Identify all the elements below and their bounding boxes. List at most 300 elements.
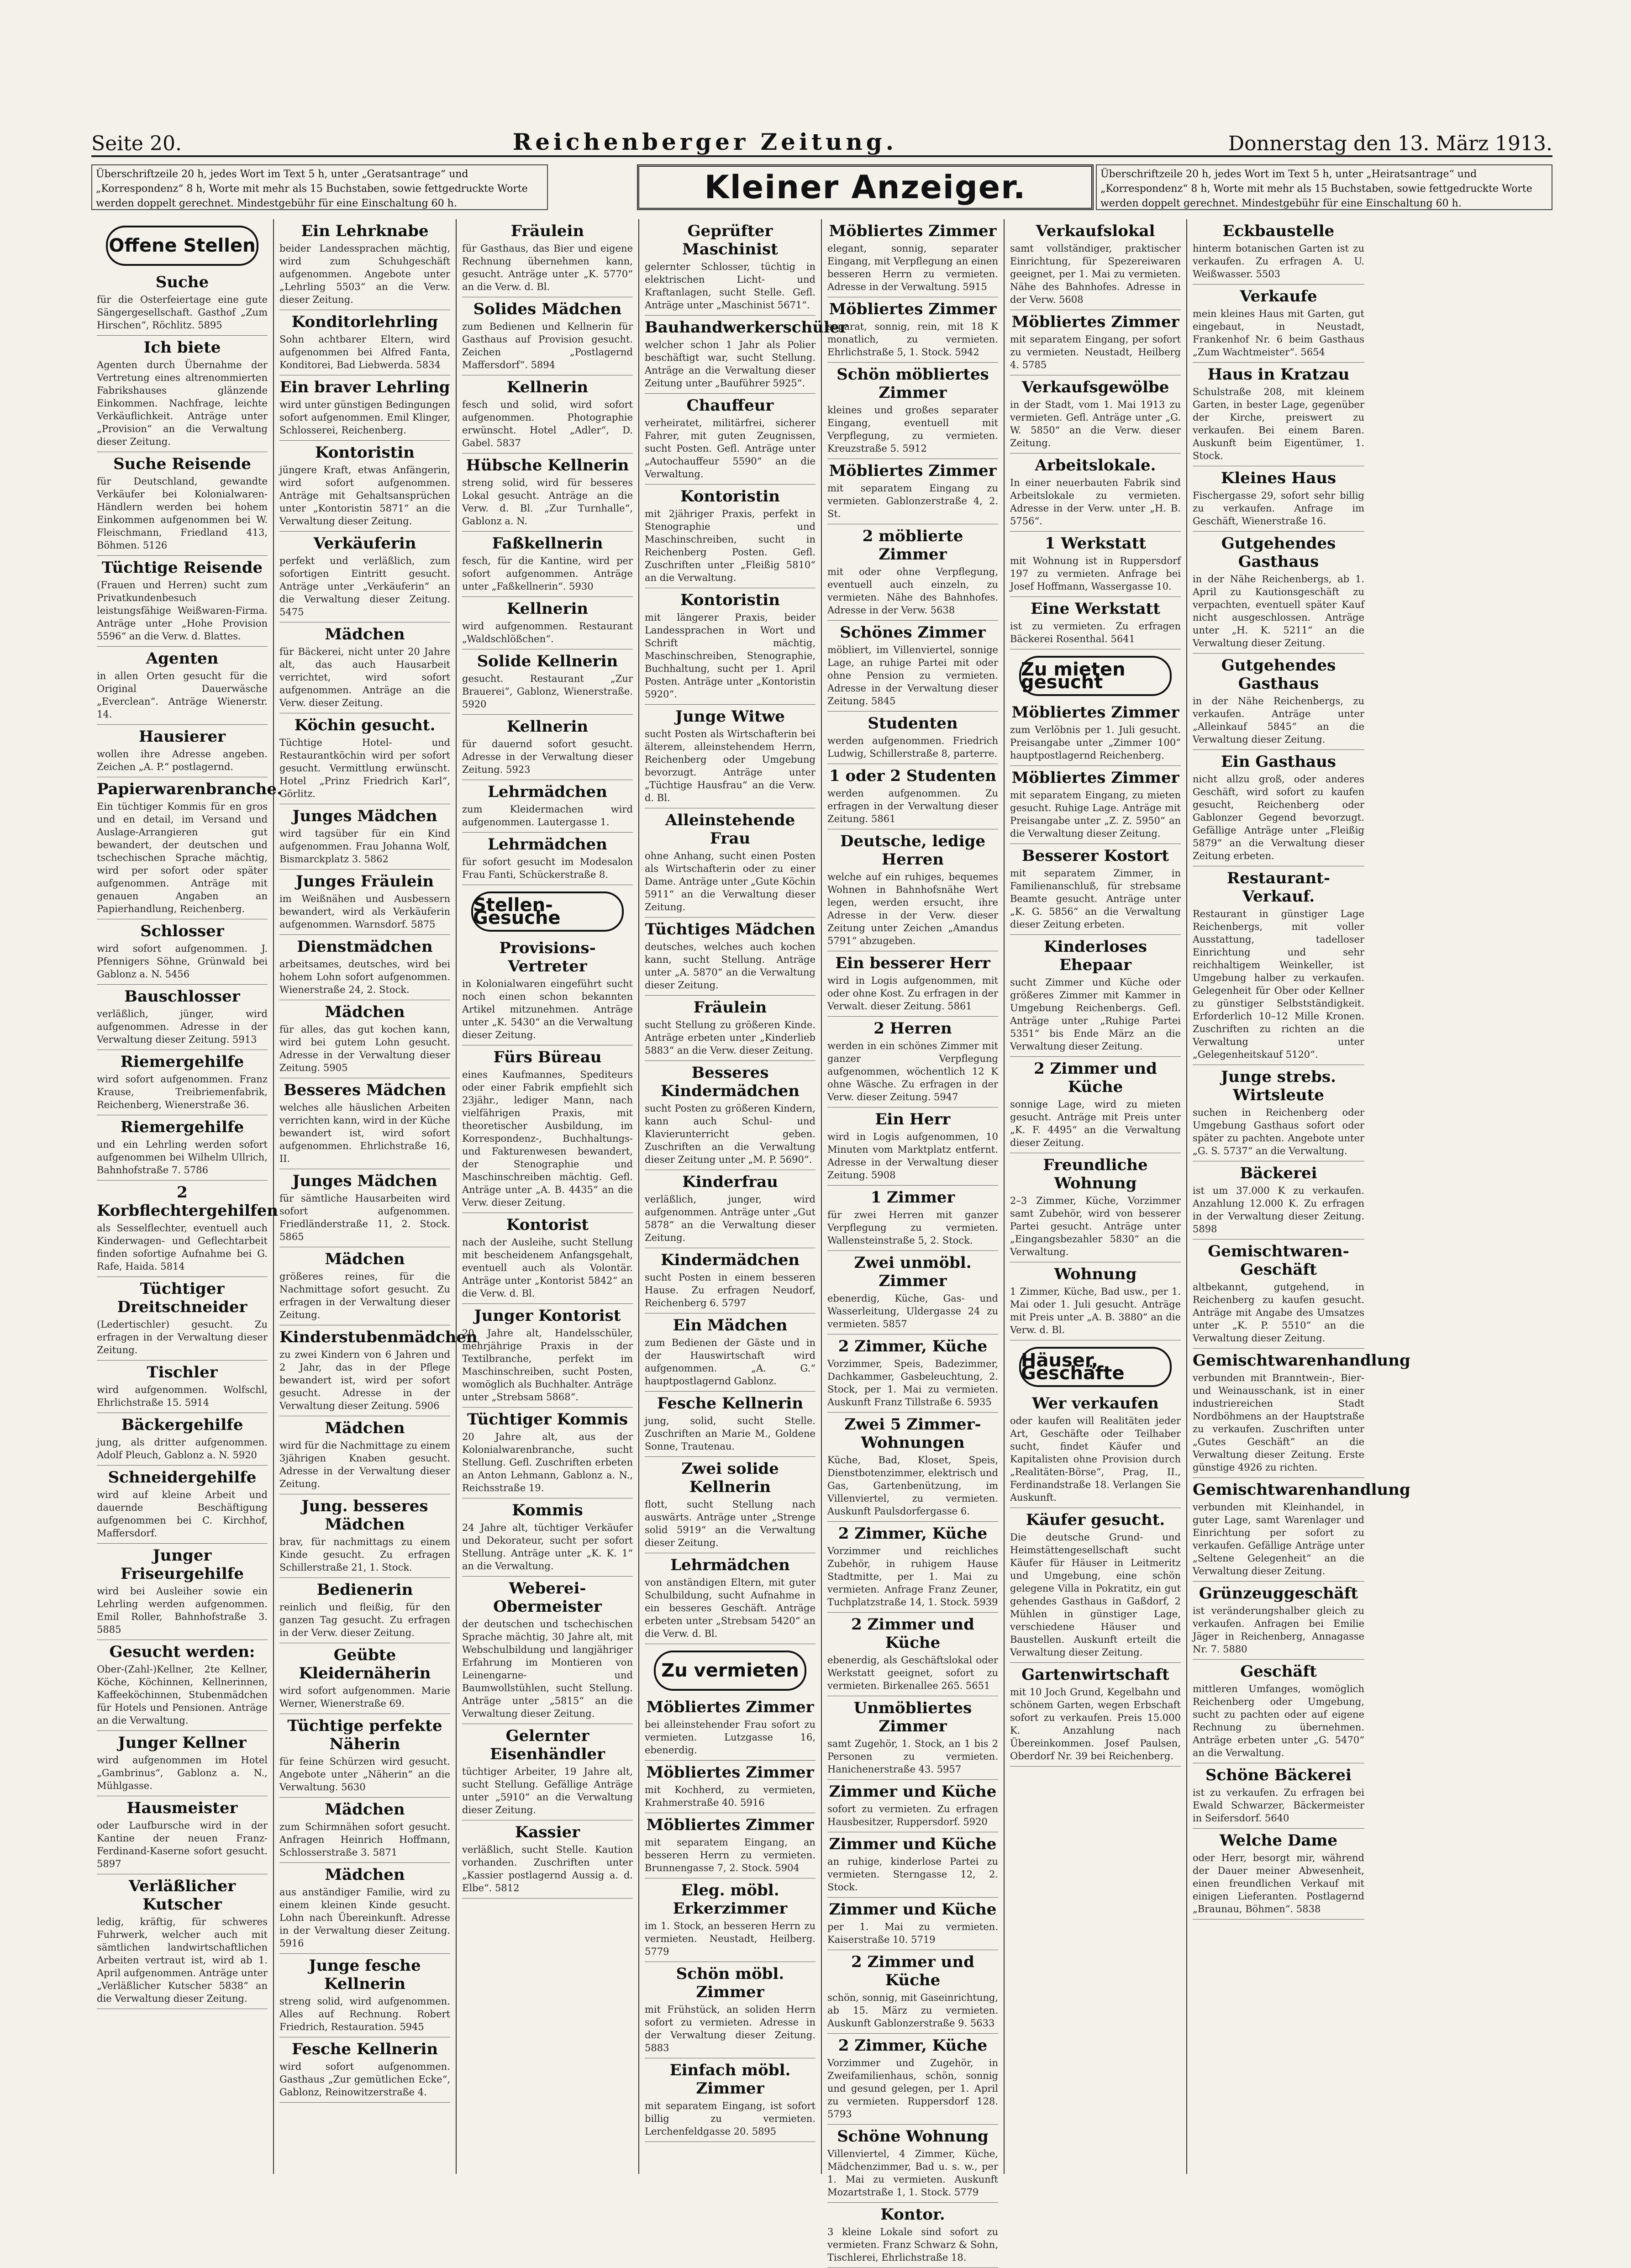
classified-ad bbox=[645, 1695, 816, 1761]
ad-body: der deutschen und tschechischen Sprache mächtig, 30 Jahre alt, mit Webschulbildung und langjähriger Erfahrung im Montieren von Leinengarne- und Baumwollstühlen, sucht Stellung. Anträge unter „5815“ an die Verwaltung dieser Zeitung. bbox=[462, 1619, 633, 1719]
ad-title: Schöne Bäckerei bbox=[1205, 1766, 1352, 1784]
ad-body: Ein tüchtiger Kommis für en gros und en detail, im Versand und Auslage-Arrangieren gut bewandert, der deutschen und tschechischen Sprache mächtig, wird per sofort oder später aufgenommen. Anträge mit genauen Angaben an Papierhandlung, Reichenberg. bbox=[97, 801, 268, 914]
ad-body: (Frauen und Herren) sucht zum Privatkundenbesuch leistungsfähige Weißwaren-Firma. Anträge unter „Hohe Provision 5596“ an die Verw. d. Blattes. bbox=[97, 580, 268, 642]
ad-title: Bäckerei bbox=[1240, 1164, 1317, 1182]
ad-body: mein kleines Haus mit Garten, gut eingebaut, in Neustadt, Frankenhof Nr. 6 beim Gasthaus „Zum Wachtmeister“. 5654 bbox=[1193, 308, 1364, 358]
classified-ad bbox=[827, 524, 998, 621]
ad-body: 20 Jahre alt, Handelsschüler, mehrjährige Praxis in der Textilbranche, perfekt im Maschinschreiben, sucht Posten, womöglich als Buchhalter. Anträge unter „Strebsam 5868“. bbox=[462, 1328, 633, 1403]
classified-ad bbox=[462, 532, 633, 597]
ad-title: Gemischtwarenhandlung bbox=[1193, 1351, 1410, 1370]
ad-title: Kellnerin bbox=[506, 378, 589, 396]
ad-title: Mädchen bbox=[325, 1419, 405, 1437]
ad-title: Möbliertes Zimmer bbox=[829, 462, 997, 480]
ad-body: reinlich und fleißig, für den ganzen Tag gesucht. Zu erfragen in der Verw. dieser Zeitung. bbox=[279, 1602, 450, 1638]
classified-ad bbox=[462, 375, 633, 454]
ad-title: Unmöbliertes Zimmer bbox=[853, 1699, 972, 1735]
classified-ad bbox=[279, 1325, 478, 1416]
classified-ad bbox=[827, 1017, 998, 1108]
ad-body: zu zwei Kindern von 6 Jahren und 2 Jahr, das in der Pflege bewandert ist, wird per sofort gesucht. Adresse in der Verwaltung dieser Zeitung. 5906 bbox=[279, 1349, 450, 1411]
classified-ad bbox=[645, 705, 816, 808]
ad-body: für alles, das gut kochen kann, wird bei gutem Lohn gesucht. Adresse in der Verwaltung dieser Zeitung. 5905 bbox=[279, 1024, 450, 1073]
classifieds-header-band bbox=[91, 164, 1552, 215]
ad-title: Suche Reisende bbox=[113, 455, 251, 473]
ad-body: streng solid, wird für besseres Lokal gesucht. Anträge an die Verw. d. Bl. „Zur Turnhalle“, Gablonz a. N. bbox=[462, 477, 633, 527]
ad-body: und ein Lehrling werden sofort aufgenommen bei Wilhelm Ullrich, Bahnhofstraße 7. 5786 bbox=[97, 1139, 268, 1176]
classified-ad bbox=[1010, 597, 1181, 649]
ad-body: separat, sonnig, rein, mit 18 K monatlich, zu vermieten. Ehrlichstraße 5, 1. Stock. 5942 bbox=[827, 321, 998, 358]
ad-body: wird aufgenommen. Restaurant „Waldschlößchen“. bbox=[462, 621, 633, 644]
ad-title: Dienstmädchen bbox=[297, 938, 433, 956]
ad-title: Jung. besseres Mädchen bbox=[301, 1497, 428, 1534]
classified-ad bbox=[462, 297, 633, 375]
ad-body: mit separatem Eingang zu vermieten. Gablonzerstraße 4, 2. St. bbox=[827, 483, 998, 519]
ad-title: Ein Mädchen bbox=[673, 1316, 788, 1334]
ad-title: Kleines Haus bbox=[1221, 469, 1336, 487]
ad-body: Fischergasse 29, sofort sehr billig zu verkaufen. Anfrage im Geschäft, Wienerstraße 16. bbox=[1193, 490, 1364, 527]
ad-title: Suche bbox=[155, 273, 209, 291]
classified-ad bbox=[279, 219, 450, 310]
ad-title: Fesche Kellnerin bbox=[657, 1394, 804, 1413]
classified-ad bbox=[645, 1553, 816, 1644]
ad-body: 1 Zimmer, Küche, Bad usw., per 1. Mai oder 1. Juli gesucht. Anträge mit Preis unter „A. B. 3880“ an die Verw. d. Bl. bbox=[1010, 1286, 1181, 1335]
ad-body: zum Kleidermachen wird aufgenommen. Lautergasse 1. bbox=[462, 804, 633, 828]
ad-body: Die deutsche Grund- und Heimstättengesellschaft sucht Käufer für Häuser in Leitmeritz und Umgebung, eine schön gelegene Villa in Pokratitz, ein gut gehendes Gasthaus in Gaßdorf, 2 Mühlen in günstiger Lage, verschiedene Häuser und Baustellen. Auskunft erteilt die Verwaltung dieser Zeitung. bbox=[1010, 1532, 1181, 1658]
classified-ad bbox=[1193, 1763, 1364, 1829]
ad-title: Kontoristin bbox=[680, 591, 780, 609]
rates-notice-left: Überschriftzeile 20 h, jedes Wort im Text 5 h, unter „Geratsantrage“ und „Korrespondenz“ 8 h, Worte mit mehr als 15 Buchstaben, sowie fettgedruckte Worte werden doppelt gerechnet. Mindestgebühr für eine Einschaltung 60 h. bbox=[91, 164, 548, 210]
ad-body: Schulstraße 208, mit kleinem Garten, in bester Lage, gegenüber der Kirche, preiswert zu verkaufen. Bei einem Baren. Auskunft beim Eigentümer, 1. Stock. bbox=[1193, 386, 1364, 461]
ad-body: für feine Schürzen wird gesucht. Angebote unter „Näherin“ an die Verwaltung. 5630 bbox=[279, 1756, 450, 1793]
classified-ad bbox=[827, 621, 998, 712]
classified-ad bbox=[279, 713, 450, 804]
classified-ad bbox=[645, 1813, 816, 1878]
ad-title: Köchin gesucht. bbox=[294, 716, 436, 734]
ad-column-4 bbox=[639, 219, 848, 2174]
classified-ad bbox=[1193, 363, 1364, 466]
ad-title: Kontor. bbox=[880, 2205, 945, 2224]
ad-body: mit 2jähriger Praxis, perfekt in Stenographie und Maschinschreiben, sucht in Reichenberg Posten. Gefl. Zuschriften unter „Fleißig 5810“ an die Verwaltung. bbox=[645, 508, 816, 583]
ad-body: oder Laufbursche wird in der Kantine der neuen Franz-Ferdinand-Kaserne sofort gesucht. 5897 bbox=[97, 1820, 268, 1869]
ad-title: Kontoristin bbox=[315, 443, 415, 462]
classified-ad bbox=[279, 1954, 450, 2037]
ad-title: 1 Werkstatt bbox=[1044, 534, 1147, 553]
ad-body: eines Kaufmannes, Spediteurs oder einer Fabrik empfiehlt sich 23jähr., lediger Mann, nach vielfährigen Praxis, mit theoretischer Ausbildung, im Korrespondenz-, Buchhaltungs- und Fakturenwesen bewandert, der Stenographie und Maschinschreiben mächtig. Gefl. Anträge unter „A. B. 4435“ an die Verw. dieser Zeitung. bbox=[462, 1069, 633, 1208]
ad-title: 2 Zimmer, Küche bbox=[838, 1337, 988, 1356]
classified-ad bbox=[97, 1277, 268, 1361]
ad-title: Wohnung bbox=[1054, 1265, 1137, 1283]
ad-title: Fräulein bbox=[693, 998, 767, 1017]
ad-body: 20 Jahre alt, aus der Kolonialwarenbranche, sucht Stellung. Gefl. Zuschriften erbeten an Anton Lehmann, Gablonz a. N., Reichsstraße 19. bbox=[462, 1431, 633, 1493]
ad-body: wird sofort aufgenommen. Gasthaus „Zur gemütlichen Ecke“, Gablonz, Reinowitzerstraße 4. bbox=[279, 2061, 450, 2098]
classified-ad bbox=[645, 808, 816, 918]
ad-body: nicht allzu groß, oder anderes Geschäft, wird sofort zu kaufen gesucht, Reichenberg oder Gablonzer Gegend bevorzugt. Gefällige Anträge unter „Fleißig 5879“ an die Verwaltung dieser Zeitung erbeten. bbox=[1193, 774, 1364, 861]
ad-body: mit Wohnung ist in Ruppersdorf 197 zu vermieten. Anfrage bei Josef Hoffmann, Wassergasse 10. bbox=[1010, 555, 1181, 592]
ad-title: Solide Kellnerin bbox=[477, 652, 618, 670]
ad-body: ist zu vermieten. Zu erfragen Bäckerei Rosenthal. 5641 bbox=[1010, 621, 1181, 644]
classified-ad bbox=[462, 1577, 633, 1724]
ad-body: für Bäckerei, nicht unter 20 Jahre alt, das auch Hausarbeit verrichtet, wird sofort aufgenommen. Anträge an die Verw. dieser Zeitung. bbox=[279, 646, 450, 708]
ad-title: Tüchtige Reisende bbox=[101, 559, 263, 577]
ad-title: Faßkellnerin bbox=[492, 534, 603, 553]
ad-body: Vorzimmer und Zugehör, in Zweifamilienhaus, schön, sonnig und gesund gelegen, per 1. April zu vermieten. Ruppersdorf 128. 5793 bbox=[827, 2057, 998, 2120]
ad-title: Zwei unmöbl. Zimmer bbox=[854, 1254, 972, 1290]
ad-body: Ober-(Zahl-)Kellner, 2te Kellner, Köche, Köchinnen, Kellnerinnen, Kaffeeköchinnen, Stubenmädchen für Hotels und Pensionen. Anträge an die Verwaltung. bbox=[97, 1664, 268, 1726]
newspaper-title: Reichenberger Zeitung. bbox=[512, 128, 898, 155]
ad-title: Kassier bbox=[515, 1823, 580, 1841]
ad-body: zum Schirmnähen sofort gesucht. Anfragen Heinrich Hoffmann, Schlosserstraße 3. 5871 bbox=[279, 1821, 450, 1858]
classified-ad bbox=[462, 1820, 633, 1899]
classified-ad bbox=[1010, 766, 1181, 844]
classified-ad bbox=[279, 1863, 450, 1954]
ad-title: Agenten bbox=[146, 649, 219, 668]
ad-title: Junge Witwe bbox=[675, 707, 785, 726]
ad-title: Solides Mädchen bbox=[473, 300, 622, 318]
ad-body: in allen Orten gesucht für die Original Dauerwäsche „Everclean“. Anträge Wienerstr. 14. bbox=[97, 670, 268, 720]
ad-title: Riemergehilfe bbox=[120, 1118, 244, 1136]
ad-body: mit separatem Zimmer, in Familienanschluß, für strebsame Beamte gesucht. Anträge unter „K. G. 5856“ an die Verwaltung dieser Zeitung erbeten. bbox=[1010, 868, 1181, 930]
classified-ad bbox=[827, 1950, 998, 2034]
ad-body: perfekt und verläßlich, zum sofortigen Eintritt gesucht. Anträge unter „Verkäuferin“ an die Verwaltung dieser Zeitung. 5475 bbox=[279, 555, 450, 617]
ad-title: Ein Herr bbox=[875, 1110, 951, 1129]
ad-column-5 bbox=[822, 219, 1005, 2263]
ad-title: Zimmer und Küche bbox=[829, 1783, 997, 1801]
classified-ad bbox=[645, 918, 816, 996]
ad-body: nach der Ausleihe, sucht Stellung mit bescheidenem Anfangsgehalt, eventuell auch als Volontär. Anträge unter „Kontorist 5842“ an die Verw. d. Bl. bbox=[462, 1237, 633, 1299]
ad-body: mit oder ohne Verpflegung, eventuell auch einzeln, zu vermieten. Nähe des Bahnhofes. Adresse in der Verw. 5638 bbox=[827, 566, 998, 616]
ad-body: Restaurant in günstiger Lage Reichenbergs, mit voller Ausstattung, tadelloser Einrichtung und sehr reichhaltigem Weinkeller, ist Umgebung halber zu verkaufen. Gelegenheit für Ober oder Kellner zu günstiger Selbstständigkeit. Erforderlich 10–12 Mille Kronen. Zuschriften zu richten an die Verwaltung unter „Gelegenheitskauf 5120“. bbox=[1193, 908, 1364, 1060]
ad-title: Einfach möbl. Zimmer bbox=[669, 2061, 791, 2098]
section-header-offene-stellen: Offene Stellen bbox=[106, 226, 258, 266]
classified-ad bbox=[1193, 532, 1364, 654]
ad-title: Ein Lehrknabe bbox=[301, 222, 429, 240]
classified-ad bbox=[645, 1457, 816, 1553]
classified-ad bbox=[827, 2203, 998, 2268]
ad-body: zum Bedienen und Kellnerin für Gasthaus auf Provision gesucht. Zeichen „Postlagernd Maffersdorf“. 5894 bbox=[462, 321, 633, 370]
classified-ad bbox=[462, 1045, 633, 1213]
classified-ad bbox=[1010, 701, 1181, 766]
ad-title: Tischler bbox=[147, 1363, 218, 1382]
classified-ad bbox=[1193, 1478, 1410, 1582]
ad-body: suchen in Reichenberg oder Umgebung Gasthaus sofort oder später zu pachten. Angebote unter „G. S. 5737“ an die Verwaltung. bbox=[1193, 1107, 1364, 1156]
ad-body: samt vollständiger, praktischer Einrichtung, für Spezereiwaren geeignet, per 1. Mai zu vermieten. Nähe des Bahnhofes. Adresse in der Verw. 5608 bbox=[1010, 243, 1181, 305]
ad-body: wird tagsüber für ein Kind aufgenommen. Frau Johanna Wolf, Bismarckplatz 3. 5862 bbox=[279, 828, 450, 865]
ad-body: mit separatem Eingang, per sofort zu vermieten. Neustadt, Heilberg 4. 5785 bbox=[1010, 334, 1181, 370]
ad-title: Kontoristin bbox=[680, 487, 780, 506]
classified-ad bbox=[279, 1169, 450, 1247]
ad-body: brav, für nachmittags zu einem Kinde gesucht. Zu erfragen Schillerstraße 21, 1. Stock. bbox=[279, 1536, 450, 1573]
classified-ad bbox=[827, 1413, 998, 1522]
classified-ad bbox=[1010, 1392, 1181, 1508]
classified-ad bbox=[97, 777, 282, 919]
classified-ad bbox=[1010, 1262, 1181, 1340]
ad-title: Tüchtiger Kommis bbox=[467, 1410, 628, 1429]
ad-body: für Deutschland, gewandte Verkäufer bei Kolonialwaren-Händlern werden bei hohem Einkommen aufgenommen bei W. Fleischmann, Friedland 413, Böhmen. 5126 bbox=[97, 476, 268, 551]
classified-ad bbox=[462, 1213, 633, 1304]
ad-body: werden in ein schönes Zimmer mit ganzer Verpflegung aufgenommen, wöchentlich 12 K ohne Wäsche. Zu erfragen in der Verw. dieser Zeitung. 5947 bbox=[827, 1040, 998, 1102]
ad-title: Kellnerin bbox=[506, 717, 589, 736]
ad-body: mittleren Umfanges, womöglich Reichenberg oder Umgebung, sucht zu pachten oder auf eigene Rechnung zu übernehmen. Anträge erbeten unter „G. 5470“ an die Verwaltung. bbox=[1193, 1683, 1364, 1758]
classified-ad bbox=[1193, 1829, 1364, 1920]
page-header bbox=[91, 123, 1552, 157]
classified-ad bbox=[97, 1874, 268, 2009]
classified-ad bbox=[1193, 1239, 1364, 1349]
ad-body: gesucht. Restaurant „Zur Brauerei“, Gablonz, Wienerstraße. 5920 bbox=[462, 673, 633, 710]
classified-ad bbox=[827, 1108, 998, 1186]
ad-title: Weberei-Obermeister bbox=[493, 1579, 602, 1616]
ad-title: Gemischtwaren-Geschäft bbox=[1208, 1242, 1349, 1279]
ad-title: 2 möblierte Zimmer bbox=[862, 527, 963, 564]
ad-title: Welche Dame bbox=[1220, 1831, 1337, 1850]
classified-ad bbox=[462, 1304, 633, 1408]
ad-body: welches alle häuslichen Arbeiten verrichten kann, wird in der Küche bewandert ist, wird sofort aufgenommen. Ehrlichstraße 16, II. bbox=[279, 1102, 450, 1164]
ad-body: ist veränderungshalber gleich zu verkaufen. Anfragen bei Emilie Jäger in Reichenberg, Annagasse Nr. 7. 5880 bbox=[1193, 1605, 1364, 1655]
ad-title: Möbliertes Zimmer bbox=[646, 1763, 814, 1782]
ad-title: Hausmeister bbox=[126, 1799, 238, 1817]
ad-title: Möbliertes Zimmer bbox=[829, 300, 997, 318]
ad-body: als Sesselflechter, eventuell auch Kinderwagen- und Geflechtarbeit finden sofortige Aufnahme bei G. Rafe, Haida. 5814 bbox=[97, 1223, 268, 1272]
ad-body: sucht Posten in einem besseren Hause. Zu erfragen Neudorf, Reichenberg 6. 5797 bbox=[645, 1272, 816, 1308]
classified-ad bbox=[827, 2125, 998, 2203]
ad-title: Eckbaustelle bbox=[1222, 222, 1335, 240]
ad-body: aus anständiger Familie, wird zu einem kleinen Kinde gesucht. Lohn nach Übereinkunft. Adresse in der Verwaltung dieser Zeitung. 5916 bbox=[279, 1887, 450, 1949]
classified-ad bbox=[279, 1494, 450, 1578]
ad-title: Verkaufe bbox=[1240, 287, 1317, 306]
ad-body: sucht Stellung zu größeren Kinde. Anträge erbeten unter „Kinderlieb 5883“ an die Verw. dieser Zeitung. bbox=[645, 1019, 816, 1056]
ad-title: Käufer gesucht. bbox=[1026, 1511, 1165, 1529]
ad-body: wird bei Ausleiher sowie ein Lehrling werden aufgenommen. Emil Roller, Bahnhofstraße 3. 5885 bbox=[97, 1586, 268, 1635]
ad-body: welcher schon 1 Jahr als Polier beschäftigt war, sucht Stellung. Anträge an die Verwaltung dieser Zeitung unter „Bauführer 5925“. bbox=[645, 339, 816, 389]
ad-title: Freundliche Wohnung bbox=[1043, 1156, 1148, 1192]
classified-ad bbox=[645, 219, 816, 316]
ad-title: 2 Zimmer und Küche bbox=[1034, 1060, 1157, 1096]
ad-title: Möbliertes Zimmer bbox=[829, 222, 997, 240]
ad-title: Geübte Kleidernäherin bbox=[299, 1646, 431, 1683]
ad-body: jung, solid, sucht Stelle. Zuschriften an Marie M., Goldene Sonne, Trautenau. bbox=[645, 1415, 816, 1452]
ad-body: streng solid, wird aufgenommen. Alles auf Rechnung. Robert Friedrich, Restauration. 5945 bbox=[279, 1996, 450, 2032]
ad-body: wird aufgenommen im Hotel „Gambrinus“, Gablonz a. N., Mühlgasse. bbox=[97, 1755, 268, 1791]
classified-ad bbox=[827, 1334, 998, 1413]
classified-ad bbox=[279, 1798, 450, 1863]
ad-columns bbox=[91, 219, 1552, 2263]
classified-ad bbox=[645, 996, 816, 1061]
ad-title: Junges Mädchen bbox=[292, 1172, 437, 1190]
ad-body: für die Osterfeiertage eine gute Sängergesellschaft. Gasthof „Zum Hirschen“, Röchlitz. 5895 bbox=[97, 294, 268, 331]
ad-body: altbekannt, gutgehend, in Reichenberg zu kaufen gesucht. Anträge mit Angabe des Umsatzes unter „K. P. 5510“ an die Verwaltung dieser Zeitung. bbox=[1193, 1282, 1364, 1344]
ad-title: Kontorist bbox=[506, 1216, 589, 1234]
classified-ad bbox=[1010, 1153, 1181, 1262]
classified-ad bbox=[827, 219, 998, 297]
ad-title: Eine Werkstatt bbox=[1031, 600, 1160, 618]
ad-body: kleines und großes separater Eingang, eventuell mit Verpflegung, zu vermieten. Kreuzstraße 5. 5912 bbox=[827, 405, 998, 454]
ad-title: Mädchen bbox=[325, 1250, 405, 1268]
ad-title: Studenten bbox=[868, 714, 958, 733]
ad-title: Mädchen bbox=[325, 1003, 405, 1021]
ad-body: wird unter günstigen Bedingungen sofort aufgenommen. Emil Klinger, Schlosserei, Reichenberg. bbox=[279, 399, 450, 436]
ad-body: tüchtiger Arbeiter, 19 Jahre alt, sucht Stellung. Gefällige Anträge unter „5910“ an die Verwaltung dieser Zeitung. bbox=[462, 1766, 633, 1815]
classified-ad bbox=[827, 1522, 998, 1613]
ad-title: Möbliertes Zimmer bbox=[1011, 703, 1179, 722]
ad-title: Ein braver Lehrling bbox=[279, 378, 450, 396]
ad-body: werden aufgenommen. Zu erfragen in der Verwaltung dieser Zeitung. 5861 bbox=[827, 788, 998, 824]
ad-title: Bedienerin bbox=[316, 1581, 413, 1599]
ad-title: 2 Zimmer und Küche bbox=[851, 1953, 974, 1989]
ad-body: (Ledertischler) gesucht. Zu erfragen in der Verwaltung dieser Zeitung. bbox=[97, 1319, 268, 1356]
ad-title: Schlosser bbox=[140, 922, 224, 940]
classified-ad bbox=[279, 1000, 450, 1078]
ad-body: in der Stadt, vom 1. Mai 1913 zu vermieten. Gefl. Anträge unter „G. W. 5850“ an die Verw. dieser Zeitung. bbox=[1010, 399, 1181, 448]
ad-title: Besserer Kostort bbox=[1021, 847, 1169, 865]
ad-title: Wer verkaufen bbox=[1032, 1394, 1159, 1413]
ad-body: größeres reines, für die Nachmittage sofort gesucht. Zu erfragen in der Verwaltung dieser Zeitung. bbox=[279, 1271, 450, 1320]
classified-ad bbox=[1010, 1663, 1181, 1767]
classified-ad bbox=[97, 452, 268, 556]
classified-ad bbox=[97, 1544, 268, 1640]
classified-ad bbox=[279, 935, 450, 1000]
ad-column-7 bbox=[1187, 219, 1410, 2174]
ad-title: Verkäuferin bbox=[313, 534, 416, 553]
classified-ad bbox=[279, 1578, 450, 1643]
ad-title: Restaurant-Verkauf. bbox=[1227, 869, 1330, 906]
ad-body: verläßlich, sucht Stelle. Kaution vorhanden. Zuschriften unter „Kassier postlagernd Aussig a. d. Elbe“. 5812 bbox=[462, 1844, 633, 1894]
classified-ad bbox=[279, 804, 450, 870]
ad-title: Konditorlehrling bbox=[291, 313, 438, 331]
classified-ad bbox=[1010, 844, 1181, 935]
classified-ad bbox=[827, 1832, 998, 1898]
classified-ad bbox=[462, 715, 633, 780]
section-header: Stellen-Gesuche bbox=[471, 891, 624, 932]
classified-ad bbox=[97, 919, 268, 985]
ad-title: Mädchen bbox=[325, 1800, 405, 1819]
ad-body: hinterm botanischen Garten ist zu verkaufen. Zu erfragen A. U. Weißwasser. 5503 bbox=[1193, 243, 1364, 280]
classified-ad bbox=[1193, 1065, 1364, 1161]
classified-ad bbox=[827, 951, 998, 1017]
ad-title: Junges Mädchen bbox=[292, 807, 437, 825]
classified-ad bbox=[97, 1115, 268, 1181]
ad-title: Geprüfter Maschinist bbox=[682, 222, 778, 258]
ad-body: in der Nähe Reichenbergs, ab 1. April zu Kautionsgeschäft zu verpachten, eventuell später Kauf nicht ausgeschlossen. Anträge unter „H. K. 5211“ an die Verwaltung dieser Zeitung. bbox=[1193, 574, 1364, 649]
classified-ad bbox=[827, 459, 998, 524]
ad-title: Schönes Zimmer bbox=[840, 623, 986, 642]
ad-title: Fürs Büreau bbox=[493, 1048, 602, 1066]
classified-ad bbox=[462, 936, 633, 1045]
ad-title: Bäckergehilfe bbox=[121, 1416, 243, 1434]
classified-ad bbox=[462, 833, 633, 885]
ad-title: Zimmer und Küche bbox=[829, 1900, 997, 1919]
ad-title: Kommis bbox=[512, 1501, 583, 1519]
ad-body: an ruhige, kinderlose Partei zu vermieten. Sterngasse 12, 2. Stock. bbox=[827, 1856, 998, 1893]
classified-ad bbox=[97, 1413, 268, 1466]
ad-body: 24 Jahre alt, tüchtiger Verkäufer und Dekorateur, sucht per sofort Stellung. Anträge unter „K. K. 1“ an die Verwaltung. bbox=[462, 1522, 633, 1572]
ad-title: Zwei solide Kellnerin bbox=[681, 1460, 779, 1496]
ad-title: Junge fesche Kellnerin bbox=[309, 1957, 421, 1993]
ad-title: Eleg. möbl. Erkerzimmer bbox=[673, 1881, 788, 1918]
ad-title: Arbeitslokale. bbox=[1035, 456, 1156, 475]
ad-title: 1 Zimmer bbox=[870, 1188, 955, 1207]
classified-ad bbox=[1193, 1660, 1364, 1763]
classified-ad bbox=[462, 219, 633, 297]
classified-ad bbox=[1193, 466, 1364, 532]
classified-ad bbox=[97, 647, 268, 725]
ad-body: oder kaufen will Realitäten jeder Art, Geschäfte oder Teilhaber sucht, findet Käufer und Kapitalisten ohne Provision durch „Realitäten-Börse“, Prag, II., Ferdinandstraße 18. Verlangen Sie Auskunft. bbox=[1010, 1415, 1181, 1503]
classified-ad bbox=[827, 829, 998, 951]
ad-title: Junge strebs. Wirtsleute bbox=[1221, 1068, 1336, 1104]
classified-ad bbox=[1193, 750, 1364, 866]
ad-body: Tüchtige Hotel- und Restaurantköchin wird per sofort gesucht. Vermittlung erwünscht. Hotel „Prinz Friedrich Karl“, Görlitz. bbox=[279, 737, 450, 799]
ad-body: Küche, Bad, Kloset, Speis, Dienstbotenzimmer, elektrisch und Gas, Gartenbenützung, im Villenviertel, zu vermieten. Auskunft Paulsdorfergasse 6. bbox=[827, 1455, 998, 1517]
ad-body: zum Verlöbnis per 1. Juli gesucht. Preisangabe unter „Zimmer 100“ hauptpostlagernd Reichenberg. bbox=[1010, 724, 1181, 761]
ad-title: Mädchen bbox=[325, 1866, 405, 1884]
classified-ad bbox=[279, 870, 450, 935]
classified-ad bbox=[827, 712, 998, 764]
ad-title: Besseres Mädchen bbox=[283, 1081, 447, 1099]
ad-title: Gutgehendes Gasthaus bbox=[1221, 534, 1336, 571]
ad-title: Schneidergehilfe bbox=[108, 1468, 257, 1487]
classified-ad bbox=[1193, 654, 1364, 750]
classified-ad bbox=[97, 985, 268, 1050]
ad-title: Kellnerin bbox=[506, 600, 589, 618]
classified-ad bbox=[97, 556, 268, 647]
ad-column-2 bbox=[274, 219, 478, 2174]
ad-title: Junger Kontorist bbox=[474, 1307, 621, 1325]
rates-notice-right: Überschriftzeile 20 h, jedes Wort im Text 5 h, unter „Heiratsantrage“ und „Korrespondenz“ 8 h, Worte mit mehr als 15 Buchstaben, sowie fettgedruckte Worte werden doppelt gerechnet. Mindestgebühr für eine Einschaltung 60 h. bbox=[1096, 164, 1552, 210]
ad-column-3 bbox=[457, 219, 639, 2174]
ad-title: Möbliertes Zimmer bbox=[646, 1816, 814, 1834]
ad-body: verheiratet, militärfrei, sicherer Fahrer, mit guten Zeugnissen, sucht Posten. Gefl. Anträge unter „Autochauffeur 5590“ an die Verwaltung. bbox=[645, 417, 816, 480]
classified-ad bbox=[279, 2037, 450, 2103]
issue-date: Donnerstag den 13. März 1913. bbox=[1228, 132, 1552, 155]
ad-title: 1 oder 2 Studenten bbox=[829, 767, 996, 785]
ad-title: Alleinstehende Frau bbox=[665, 811, 795, 848]
ad-title: Schön möbl. Zimmer bbox=[676, 1965, 784, 2001]
ad-title: Tüchtiges Mädchen bbox=[645, 920, 816, 939]
ad-body: wollen ihre Adresse angeben. Zeichen „A. P.“ postlagernd. bbox=[97, 749, 268, 772]
ad-body: deutsches, welches auch kochen kann, sucht Stellung. Anträge unter „A. 5870“ an die Verwaltung dieser Zeitung. bbox=[645, 941, 816, 991]
classified-ad bbox=[1010, 219, 1181, 310]
ad-body: welche auf ein ruhiges, bequemes Wohnen in Bahnhofsnähe Wert legen, werden ersucht, ihre Adresse in der Verw. dieser Zeitung unter Zeichen „Amandus 5791“ abzugeben. bbox=[827, 871, 998, 946]
ad-body: Vorzimmer, Speis, Badezimmer, Dachkammer, Gasbeleuchtung, 2. Stock, per 1. Mai zu vermieten. Auskunft Franz Tillstraße 6. 5935 bbox=[827, 1358, 998, 1408]
ad-body: ist zu verkaufen. Zu erfragen bei Ewald Schwarzer, Bäckermeister in Seifersdorf. 5640 bbox=[1193, 1787, 1364, 1824]
ad-body: ist um 37.000 K zu verkaufen. Anzahlung 12.000 K. Zu erfragen in der Verwaltung dieser Zeitung. 5898 bbox=[1193, 1185, 1364, 1234]
ad-body: im 1. Stock, an besseren Herrn zu vermieten. Neustadt, Heilberg. 5779 bbox=[645, 1920, 816, 1957]
ad-title: Riemergehilfe bbox=[120, 1053, 244, 1071]
ad-body: In einer neuerbauten Fabrik sind Arbeitslokale zu vermieten. Adresse in der Verw. unter „H. B. 5756“. bbox=[1010, 477, 1181, 527]
ad-body: mit längerer Praxis, beider Landessprachen in Wort und Schrift mächtig, Maschinschreiben, Stenographie, Buchhaltung, sucht per 1. April Posten. Anträge unter „Kontoristin 5920“. bbox=[645, 612, 816, 700]
ad-body: arbeitsames, deutsches, wird bei hohem Lohn sofort aufgenommen. Wienerstraße 24, 2. Stock. bbox=[279, 959, 450, 995]
classified-ad bbox=[1010, 935, 1181, 1057]
ad-title: Verkaufslokal bbox=[1036, 222, 1155, 240]
ad-title: 2 Herren bbox=[873, 1019, 952, 1038]
classified-ad bbox=[462, 1408, 633, 1498]
classified-ad bbox=[1010, 310, 1181, 375]
classified-ad bbox=[645, 2058, 816, 2142]
ad-title: Hübsche Kellnerin bbox=[466, 456, 629, 475]
ad-title: Gutgehendes Gasthaus bbox=[1221, 656, 1336, 693]
ad-body: jung, als dritter aufgenommen. Adolf Pleuch, Gablonz a. N. 5920 bbox=[97, 1437, 268, 1461]
ad-title: Schöne Wohnung bbox=[837, 2127, 989, 2146]
classified-ad bbox=[1193, 1161, 1364, 1239]
ad-title: Geschäft bbox=[1240, 1662, 1317, 1681]
ad-body: Sohn achtbarer Eltern, wird aufgenommen bei Alfred Fanta, Konditorei, Bad Liebwerda. 5834 bbox=[279, 334, 450, 370]
ad-title: Gemischtwarenhandlung bbox=[1193, 1481, 1410, 1499]
classified-ad bbox=[645, 1313, 816, 1392]
classified-ad bbox=[97, 270, 268, 336]
ad-title: Haus in Kratzau bbox=[1207, 365, 1350, 384]
classified-ad bbox=[97, 1361, 268, 1413]
classified-ad bbox=[1193, 1582, 1364, 1660]
section-header: Zu vermieten bbox=[654, 1651, 806, 1691]
ad-title: Verläßlicher Kutscher bbox=[128, 1877, 236, 1914]
ad-body: in der Nähe Reichenbergs, zu verkaufen. Anträge unter „Alleinkauf 5845“ an die Verwaltung dieser Zeitung. bbox=[1193, 696, 1364, 745]
